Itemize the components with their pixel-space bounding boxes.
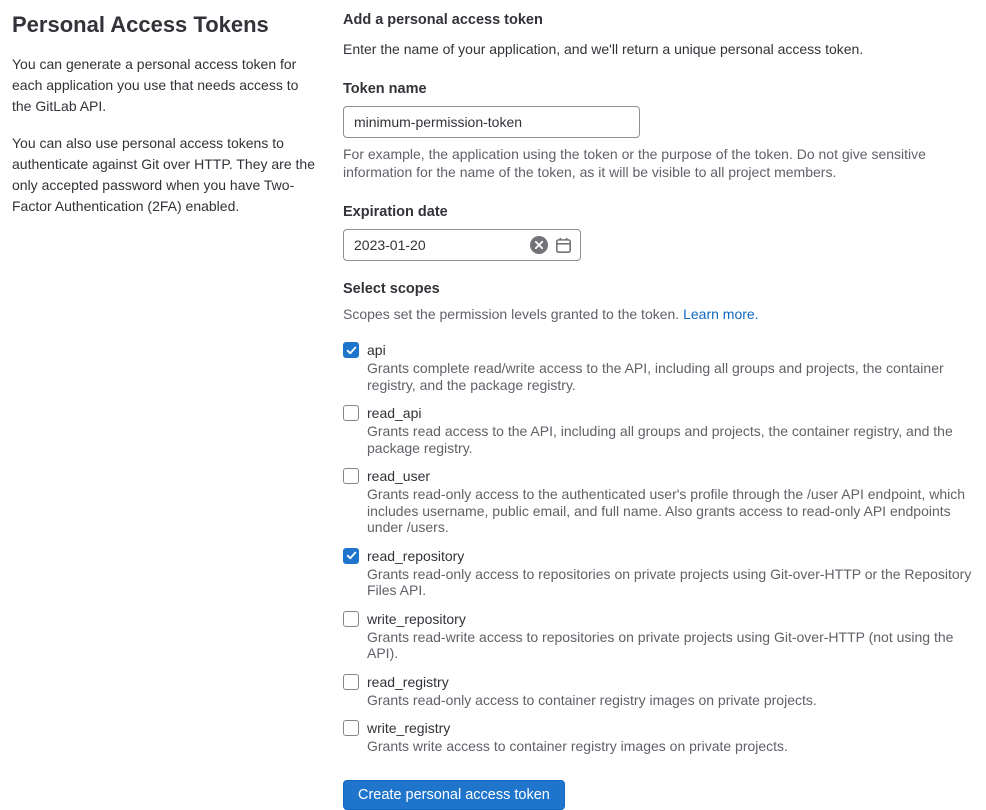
page-description-2: You can also use personal access tokens to authenticate against Git over HTTP. They are the only accepted password when you have Two-Factor Authentication (2FA) enabled. xyxy=(12,135,315,215)
scope-checkbox-read-registry[interactable] xyxy=(343,674,359,690)
token-name-help: For example, the application using the token or the purpose of the token. Do not give sensitive information for the name of the token, as it will be visible to all project members. xyxy=(343,146,926,180)
scope-label-api[interactable]: api xyxy=(367,342,386,359)
expiration-date-input[interactable] xyxy=(344,230,530,260)
select-scopes-label: Select scopes xyxy=(343,281,440,298)
scope-description-read-registry: Grants read-only access to container registry images on private projects. xyxy=(367,691,817,708)
scope-row-api xyxy=(343,340,983,393)
scope-checkbox-read-user[interactable] xyxy=(343,468,359,484)
settings-description-column xyxy=(12,12,319,810)
scope-label-read-registry[interactable]: read_registry xyxy=(367,673,449,690)
scope-label-write-repository[interactable]: write_repository xyxy=(367,610,466,627)
scope-description-write-registry: Grants write access to container registry images on private projects. xyxy=(367,738,788,755)
token-name-label: Token name xyxy=(343,81,427,98)
scope-description-read-user: Grants read-only access to the authenticated user's profile through the /user API endpoint, which includes username, public email, and full name. Also grants access to read-only API endpoints under /users. xyxy=(367,486,966,536)
token-name-input[interactable] xyxy=(343,106,640,138)
scope-row-write-registry xyxy=(343,718,983,755)
scope-label-read-api[interactable]: read_api xyxy=(367,405,422,422)
expiration-date-field[interactable] xyxy=(343,229,581,261)
calendar-icon[interactable] xyxy=(555,237,572,254)
scope-checkbox-api[interactable] xyxy=(343,342,359,358)
scope-description-write-repository: Grants read-write access to repositories on private projects using Git-over-HTTP (not using the API). xyxy=(367,628,954,662)
scope-checkbox-write-registry[interactable] xyxy=(343,720,359,736)
scope-label-write-registry[interactable]: write_registry xyxy=(367,720,451,737)
scope-description-read-repository: Grants read-only access to repositories on private projects using Git-over-HTTP or the Repository Files API. xyxy=(367,565,972,599)
scope-label-read-user[interactable]: read_user xyxy=(367,468,431,485)
scope-description-read-api: Grants read access to the API, including all groups and projects, the container registry, and the package registry. xyxy=(367,423,953,456)
scope-label-read-repository[interactable]: read_repository xyxy=(367,547,465,564)
scope-row-read-repository xyxy=(343,546,983,599)
scopes-help-text xyxy=(343,306,983,322)
clear-date-icon[interactable] xyxy=(530,236,548,254)
form-heading: Add a personal access token xyxy=(343,12,543,28)
learn-more-link[interactable]: Learn more. xyxy=(683,306,759,323)
scope-row-read-registry xyxy=(343,672,983,709)
form-subheading: Enter the name of your application, and we'll return a unique personal access token. xyxy=(343,41,864,57)
token-form xyxy=(343,12,983,810)
scope-row-write-repository xyxy=(343,609,983,662)
create-token-button[interactable]: Create personal access token xyxy=(343,780,565,810)
scopes-help-body: Scopes set the permission levels granted to the token. xyxy=(343,306,680,323)
scope-checkbox-write-repository[interactable] xyxy=(343,611,359,627)
scope-row-read-api xyxy=(343,403,983,456)
scope-checkbox-read-repository[interactable] xyxy=(343,548,359,564)
scope-checkbox-read-api[interactable] xyxy=(343,405,359,421)
scope-description-api: Grants complete read/write access to the API, including all groups and projects, the container registry, and the package registry. xyxy=(367,360,944,393)
scope-row-read-user xyxy=(343,466,983,536)
page-description-1: You can generate a personal access token for each application you use that needs access to the GitLab API. xyxy=(12,56,299,115)
scope-list xyxy=(343,340,983,755)
page-title: Personal Access Tokens xyxy=(12,12,269,37)
expiration-date-label: Expiration date xyxy=(343,204,448,221)
